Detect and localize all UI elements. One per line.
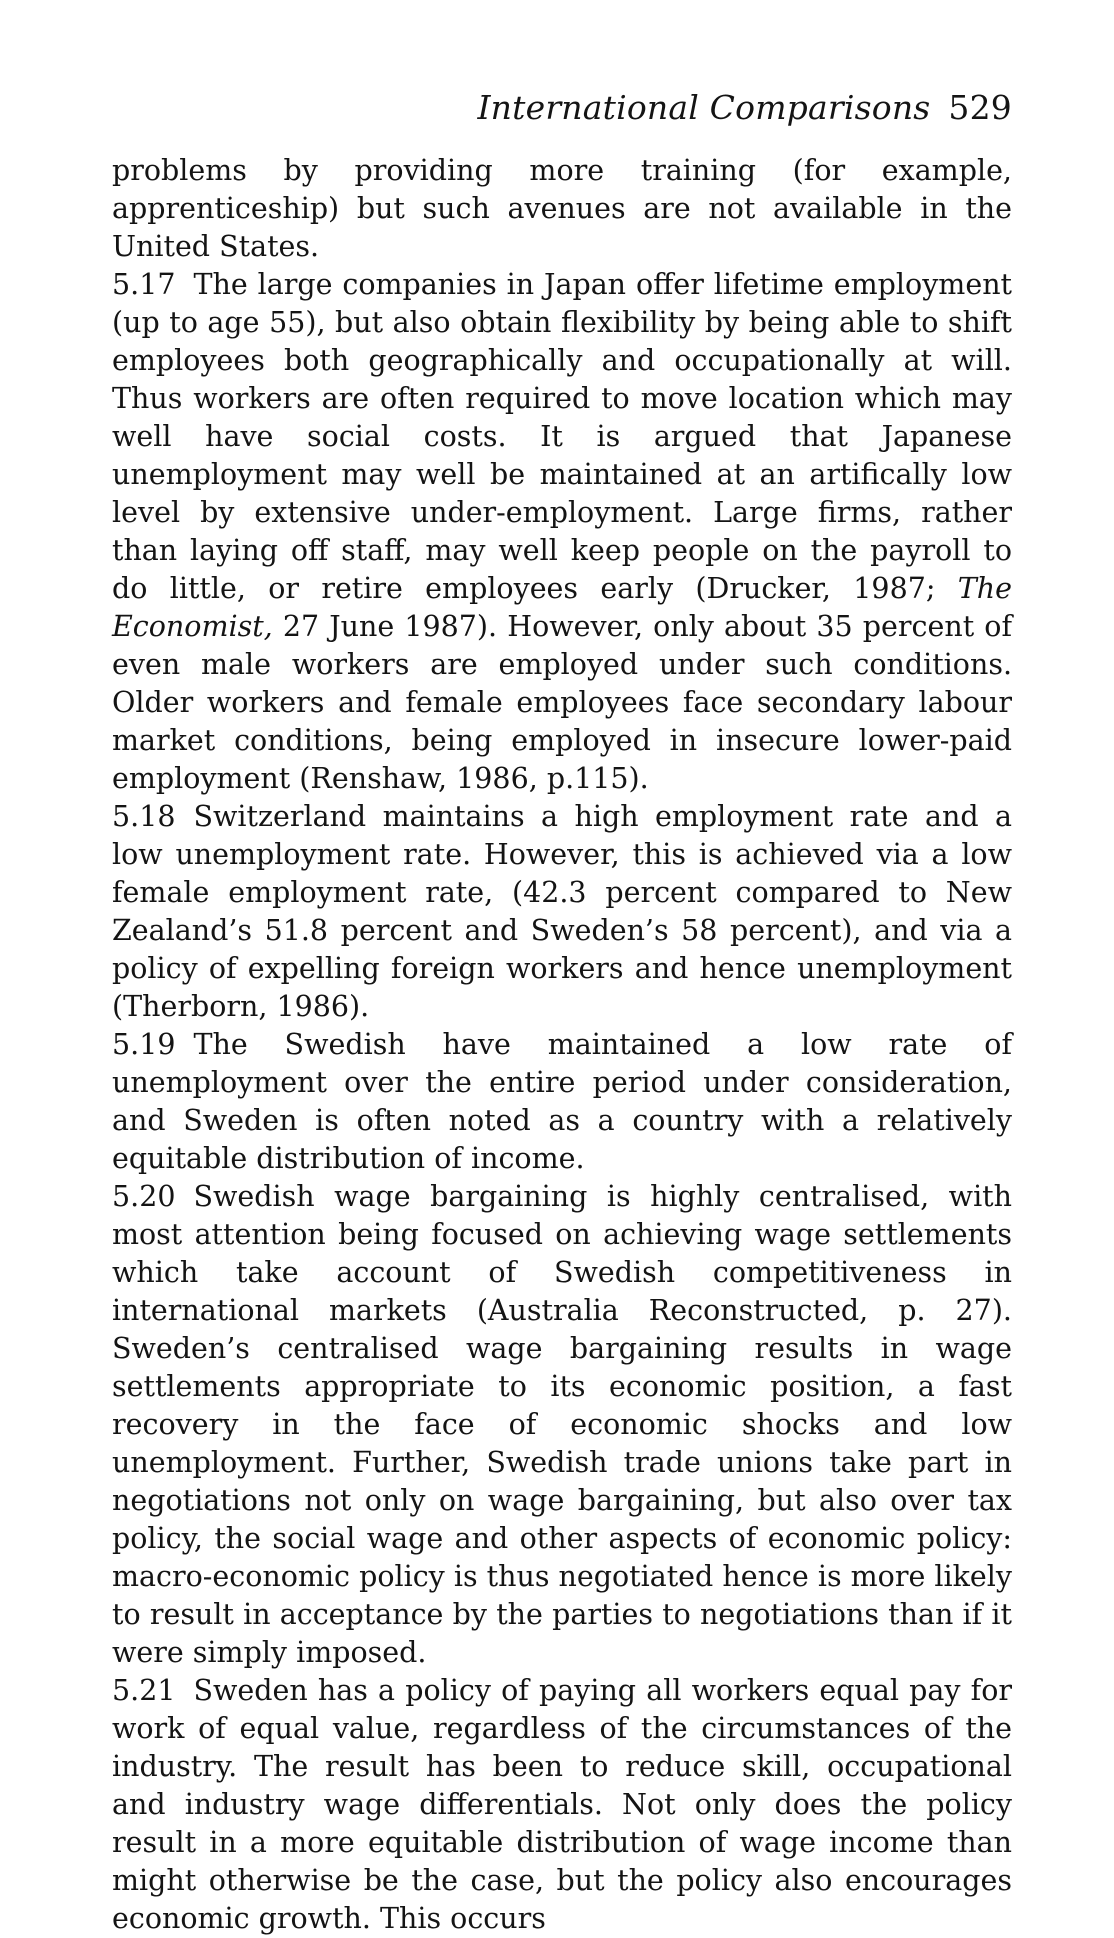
paragraph-number: 5.20: [112, 1180, 176, 1213]
paragraph-text: Sweden has a policy of paying all workers equal pay for work of equal value, regardless of the circumstances of the industry. The result has been to reduce skill, occupational and industry wage differentials. Not only does the policy result in a more equitable distribution of wage income than might otherwise be the case, but the policy also encourages economic growth. This occurs: [112, 1674, 1012, 1935]
paragraph-number: 5.17: [112, 268, 176, 301]
paragraph-5-19: [112, 1026, 1012, 1178]
paragraph-5-17: [112, 266, 1012, 798]
paragraph-5-18: [112, 798, 1012, 1026]
paragraph-text: The Swedish have maintained a low rate of unemployment over the entire period under consideration, and Sweden is often noted as a country with a relatively equitable distribution of income.: [112, 1028, 1012, 1175]
body-text: [112, 152, 1012, 1938]
paragraph-text: Swedish wage bargaining is highly centralised, with most attention being focused on achieving wage settlements which take account of Swedish competitiveness in international markets (Australia Reconstructed, p. 27). Sweden’s centralised wage bargaining results in wage settlements appropriate to its economic position, a fast recovery in the face of economic shocks and low unemployment. Further, Swedish trade unions take part in negotiations not only on wage bargaining, but also over tax policy, the social wage and other aspects of economic policy: macro-economic policy is thus negotiated hence is more likely to result in acceptance by the parties to negotiations than if it were simply imposed.: [112, 1180, 1012, 1669]
paragraph-number: 5.21: [112, 1674, 176, 1707]
paragraph-number: 5.19: [112, 1028, 176, 1061]
page-number: 529: [948, 88, 1012, 127]
paragraph-text: 27 June 1987). However, only about 35 percent of even male workers are employed under such conditions. Older workers and female employees face secondary labour market conditions, being employed in insecure lower-paid employment (Renshaw, 1986, p.115).: [112, 610, 1012, 795]
running-head-title: International Comparisons: [477, 88, 931, 127]
citation-title: The Economist,: [112, 572, 1012, 643]
paragraph-text: Switzerland maintains a high employment rate and a low unemployment rate. However, this is achieved via a low female employment rate, (42.3 percent compared to New Zealand’s 51.8 percent and Sweden’s 58 percent), and via a policy of expelling foreign workers and hence unemployment (Therborn, 1986).: [112, 800, 1012, 1023]
book-page: [112, 88, 1012, 1938]
paragraph-text: problems by providing more training (for example, apprenticeship) but such avenues are not available in the United States.: [112, 154, 1012, 263]
paragraph-continued: [112, 152, 1012, 266]
paragraph-number: 5.18: [112, 800, 176, 833]
paragraph-5-20: [112, 1178, 1012, 1672]
running-head: [112, 88, 1012, 136]
paragraph-5-21: [112, 1672, 1012, 1938]
paragraph-text: The large companies in Japan offer lifetime employment (up to age 55), but also obtain flexibility by being able to shift employees both geographically and occupationally at will. Thus workers are often required to move location which may well have social costs. It is argued that Japanese unemployment may well be maintained at an artifically low level by extensive under-employment. Large firms, rather than laying off staff, may well keep people on the payroll to do little, or retire employees early (Drucker, 1987;: [112, 268, 1012, 605]
